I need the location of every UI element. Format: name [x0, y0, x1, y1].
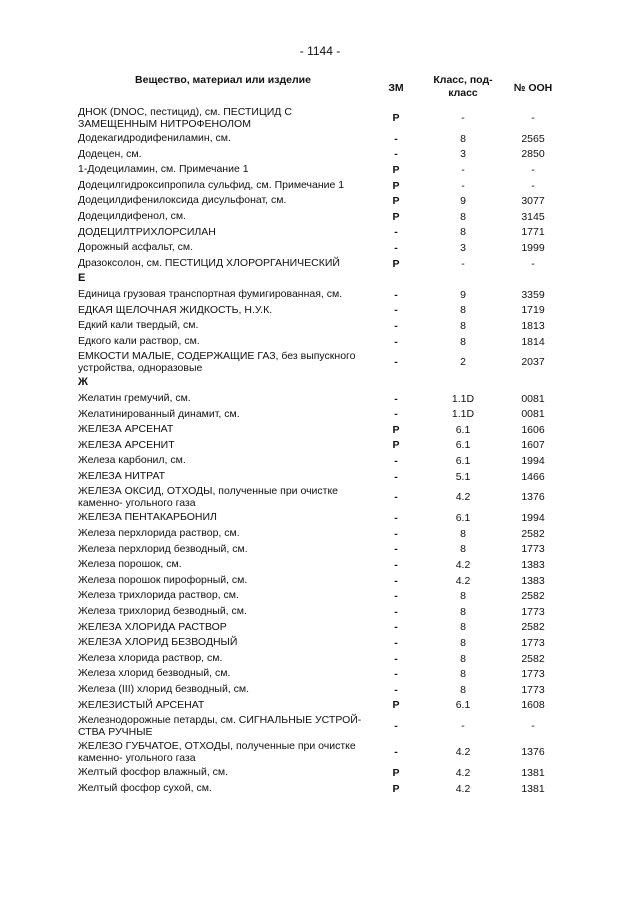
cell-name: Единица грузовая транспортная фумигированная, см. — [78, 287, 343, 300]
cell-mp: - — [394, 241, 398, 254]
cell-un: 2582 — [521, 621, 545, 634]
cell-name: Едкий кали твердый, см. — [78, 319, 199, 332]
cell-un: 1381 — [521, 782, 545, 795]
table-row — [78, 438, 558, 454]
table-row — [78, 620, 558, 636]
cell-mp: - — [394, 527, 398, 540]
cell-name: ЖЕЛЕЗА ХЛОРИД БЕЗВОДНЫЙ — [78, 636, 238, 649]
cell-class: 8 — [460, 304, 466, 317]
table-row — [78, 256, 558, 272]
cell-un: 1606 — [521, 423, 545, 436]
table-row — [78, 526, 558, 542]
cell-un: 1773 — [521, 668, 545, 681]
cell-class: 5.1 — [455, 470, 471, 483]
table-row — [78, 407, 558, 423]
cell-un: 1813 — [521, 319, 545, 332]
cell-class: 8 — [460, 605, 466, 618]
cell-name: ЖЕЛЕЗО ГУБЧАТОЕ, ОТХОДЫ, полученные при очистке каменно- угольного газа — [78, 740, 356, 765]
cell-un: 1773 — [521, 605, 545, 618]
table-row — [78, 349, 558, 375]
cell-mp: - — [394, 408, 398, 421]
cell-class: 8 — [460, 226, 466, 239]
cell-un: 1999 — [521, 241, 545, 254]
table-row — [78, 240, 558, 256]
cell-mp: - — [394, 392, 398, 405]
cell-name: Додецилдифенол, см. — [78, 209, 187, 222]
cell-class: 6.1 — [455, 423, 471, 436]
table-row — [78, 193, 558, 209]
cell-un: 0081 — [521, 392, 545, 405]
table-row — [78, 469, 558, 485]
cell-name: ДНОК (DNOC, пестицид), см. ПЕСТИЦИД С ЗАМЕЩЕННЫМ НИТРОФЕНОЛОМ — [78, 106, 292, 130]
cell-un: 1383 — [521, 574, 545, 587]
cell-mp: - — [394, 605, 398, 618]
cell-un: - — [531, 720, 535, 733]
cell-name: Едкого кали раствор, см. — [78, 334, 200, 347]
cell-class: 3 — [460, 241, 466, 254]
cell-name: Додецилдифенилоксида дисульфонат, см. — [78, 194, 287, 207]
table-row — [78, 318, 558, 334]
cell-un: - — [531, 257, 535, 270]
cell-un: 3077 — [521, 195, 545, 208]
table-row — [78, 765, 558, 781]
cell-un: 1376 — [521, 746, 545, 759]
cell-class: 2 — [460, 356, 466, 369]
cell-class: 8 — [460, 210, 466, 223]
cell-un: 1466 — [521, 470, 545, 483]
table-row — [78, 225, 558, 241]
cell-name: Додецилгидроксипропила сульфид, см. Примечание 1 — [78, 178, 345, 191]
cell-class: 8 — [460, 683, 466, 696]
cell-un: 2582 — [521, 652, 545, 665]
table-row — [78, 739, 558, 765]
cell-un: 1383 — [521, 559, 545, 572]
cell-un: 1771 — [521, 226, 545, 239]
cell-mp: - — [394, 512, 398, 525]
cell-name: 1-Додециламин, см. Примечание 1 — [78, 163, 249, 176]
cell-class: 9 — [460, 195, 466, 208]
cell-class: 8 — [460, 319, 466, 332]
cell-mp: - — [394, 455, 398, 468]
cell-mp: - — [394, 746, 398, 759]
cell-un: 2582 — [521, 590, 545, 603]
cell-mp: Р — [392, 195, 400, 208]
cell-name: Железа перхлорида раствор, см. — [78, 527, 240, 540]
table-row — [78, 713, 558, 739]
cell-name: Железнодорожные петарды, см. СИГНАЛЬНЫЕ УСТРОЙ- СТВА РУЧНЫЕ — [78, 714, 362, 739]
cell-class: 8 — [460, 527, 466, 540]
cell-un: 1994 — [521, 455, 545, 468]
cell-mp: Р — [392, 112, 400, 124]
table-row — [78, 484, 558, 510]
table-row — [78, 422, 558, 438]
cell-class: 8 — [460, 621, 466, 634]
section-letter: Ж — [78, 376, 88, 389]
table-row — [78, 303, 558, 319]
cell-class: - — [461, 112, 465, 124]
table-row — [78, 666, 558, 682]
cell-un: 1608 — [521, 699, 545, 712]
cell-name: Железа (III) хлорид безводный, см. — [78, 683, 250, 695]
cell-class: 6.1 — [455, 455, 471, 468]
table-row — [78, 510, 558, 526]
cell-name: Железа трихлорид безводный, см. — [78, 605, 247, 618]
cell-mp: Р — [392, 210, 400, 223]
cell-mp: - — [394, 132, 398, 145]
cell-un: 1994 — [521, 512, 545, 525]
cell-name: ЖЕЛЕЗА АРСЕНАТ — [78, 423, 174, 436]
cell-un: 0081 — [521, 408, 545, 421]
cell-un: 2565 — [521, 132, 545, 145]
cell-name: Додецен, см. — [78, 147, 142, 160]
cell-class: 4.2 — [455, 782, 471, 795]
cell-mp: - — [394, 683, 398, 696]
cell-mp: - — [394, 226, 398, 239]
cell-mp: Р — [392, 699, 400, 712]
table-row — [78, 635, 558, 651]
cell-class: 4.2 — [455, 766, 471, 779]
cell-class: 4.2 — [455, 574, 471, 587]
table-row — [78, 573, 558, 589]
cell-un: 1773 — [521, 683, 545, 696]
cell-mp: - — [394, 637, 398, 650]
cell-class: - — [461, 179, 465, 192]
cell-mp: - — [394, 574, 398, 587]
table-row — [78, 334, 558, 350]
table-body — [78, 105, 558, 796]
table-row — [78, 287, 558, 303]
table-row — [78, 178, 558, 194]
cell-mp: Р — [392, 782, 400, 795]
cell-mp: - — [394, 319, 398, 332]
section-letter: Е — [78, 272, 86, 285]
cell-un: 1773 — [521, 543, 545, 556]
cell-name: ЖЕЛЕЗИСТЫЙ АРСЕНАТ — [78, 698, 205, 711]
cell-name: ЖЕЛЕЗА ХЛОРИДА РАСТВОР — [78, 620, 227, 633]
cell-class: - — [461, 720, 465, 733]
cell-name: Дорожный асфальт, см. — [78, 241, 193, 254]
cell-class: - — [461, 257, 465, 270]
table-row — [78, 781, 558, 797]
cell-mp: - — [394, 559, 398, 572]
cell-un: - — [531, 112, 535, 124]
cell-class: 8 — [460, 637, 466, 650]
cell-class: 8 — [460, 668, 466, 681]
header-mp: ЗМ — [388, 82, 404, 94]
cell-un: 1773 — [521, 637, 545, 650]
cell-name: Желатинированный динамит, см. — [78, 407, 240, 420]
cell-name: Железа трихлорида раствор, см. — [78, 589, 239, 602]
table-row — [78, 557, 558, 573]
table-row — [78, 131, 558, 147]
cell-name: Дразоксолон, см. ПЕСТИЦИД ХЛОРОРГАНИЧЕСКИЙ — [78, 256, 340, 269]
table-header — [78, 74, 558, 104]
table-row — [78, 209, 558, 225]
cell-name: ЕМКОСТИ МАЛЫЕ, СОДЕРЖАЩИЕ ГАЗ, без выпускного устройства, одноразовые — [78, 350, 356, 375]
header-un: № ООН — [513, 82, 553, 94]
cell-mp: Р — [392, 766, 400, 779]
cell-mp: - — [394, 668, 398, 681]
table-row — [78, 147, 558, 163]
cell-name: Желтый фосфор сухой, см. — [78, 781, 212, 794]
cell-name: Железа хлорид безводный, см. — [78, 667, 231, 680]
cell-name: ЖЕЛЕЗА ОКСИД, ОТХОДЫ, полученные при очистке каменно- угольного газа — [78, 485, 339, 510]
cell-mp: - — [394, 652, 398, 665]
cell-name: Желатин гремучий, см. — [78, 391, 191, 404]
page-number: - 1144 - — [299, 44, 341, 58]
cell-name: Додекагидродифениламин, см. — [78, 132, 231, 144]
cell-mp: - — [394, 543, 398, 556]
cell-mp: - — [394, 148, 398, 161]
cell-mp: - — [394, 288, 398, 301]
cell-un: 1376 — [521, 491, 545, 504]
cell-un: 1607 — [521, 439, 545, 452]
cell-un: 2582 — [521, 527, 545, 540]
cell-un: 2850 — [521, 148, 545, 161]
cell-mp: - — [394, 720, 398, 733]
cell-un: - — [531, 163, 535, 176]
cell-un: 1719 — [521, 304, 545, 317]
cell-class: - — [461, 163, 465, 176]
cell-class: 1.1D — [451, 392, 475, 405]
cell-name: Железа карбонил, см. — [78, 454, 186, 467]
cell-un: 1381 — [521, 766, 545, 779]
cell-name: Железа порошок пирофорный, см. — [78, 573, 248, 586]
cell-mp: - — [394, 356, 398, 369]
cell-name: Железа порошок, см. — [78, 558, 182, 571]
cell-name: Железа перхлорид безводный, см. — [78, 542, 248, 555]
cell-name: ЖЕЛЕЗА НИТРАТ — [78, 469, 166, 482]
cell-mp: - — [394, 590, 398, 603]
cell-class: 8 — [460, 335, 466, 348]
cell-mp: Р — [392, 439, 400, 452]
table-row — [78, 453, 558, 469]
header-class: Класс, под- класс — [433, 74, 493, 99]
table-row — [78, 604, 558, 620]
cell-name: ЖЕЛЕЗА ПЕНТАКАРБОНИЛ — [78, 511, 217, 524]
cell-mp: Р — [392, 163, 400, 176]
cell-name: Железа хлорида раствор, см. — [78, 651, 223, 664]
cell-un: - — [531, 179, 535, 192]
table-row — [78, 698, 558, 714]
cell-class: 4.2 — [455, 491, 471, 504]
cell-class: 4.2 — [455, 559, 471, 572]
cell-name: ЖЕЛЕЗА АРСЕНИТ — [78, 438, 175, 451]
table-row — [78, 162, 558, 178]
cell-class: 6.1 — [455, 439, 471, 452]
cell-name: ЕДКАЯ ЩЕЛОЧНАЯ ЖИДКОСТЬ, Н.У.К. — [78, 303, 273, 316]
cell-mp: Р — [392, 423, 400, 436]
cell-name: ДОДЕЦИЛТРИХЛОРСИЛАН — [78, 225, 216, 238]
table-row — [78, 542, 558, 558]
cell-class: 4.2 — [455, 746, 471, 759]
cell-mp: - — [394, 335, 398, 348]
cell-un: 2037 — [521, 356, 545, 369]
cell-class: 6.1 — [455, 699, 471, 712]
cell-class: 8 — [460, 652, 466, 665]
cell-un: 3359 — [521, 288, 545, 301]
cell-mp: Р — [392, 257, 400, 270]
cell-class: 6.1 — [455, 512, 471, 525]
header-name: Вещество, материал или изделие — [135, 74, 311, 86]
table-row — [78, 682, 558, 698]
cell-class: 8 — [460, 543, 466, 556]
cell-un: 3145 — [521, 210, 545, 223]
cell-class: 3 — [460, 148, 466, 161]
cell-mp: - — [394, 470, 398, 483]
cell-class: 9 — [460, 288, 466, 301]
table-row — [78, 391, 558, 407]
cell-mp: Р — [392, 179, 400, 192]
cell-mp: - — [394, 304, 398, 317]
table-row — [78, 588, 558, 604]
cell-mp: - — [394, 491, 398, 504]
table-row — [78, 105, 558, 131]
cell-name: Желтый фосфор влажный, см. — [78, 766, 229, 779]
cell-mp: - — [394, 621, 398, 634]
cell-un: 1814 — [521, 335, 545, 348]
cell-class: 8 — [460, 132, 466, 145]
cell-class: 8 — [460, 590, 466, 603]
table-row — [78, 651, 558, 667]
cell-class: 1.1D — [451, 408, 475, 421]
